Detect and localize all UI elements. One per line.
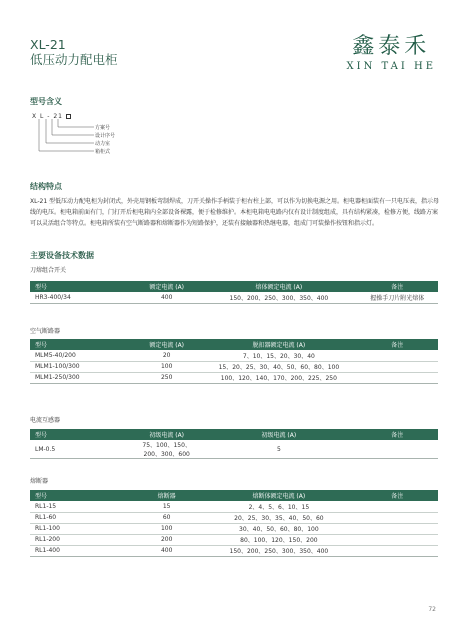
table-header-row xyxy=(30,429,438,440)
table-row xyxy=(30,372,438,383)
table-cell xyxy=(356,512,438,523)
table-caption-air-breaker: 空气断路器 xyxy=(30,328,61,335)
table-cell: 100 xyxy=(132,523,201,534)
table-cell: 150、200、250、300、350、400 xyxy=(201,545,356,556)
table-cell: MLM1-100/300 xyxy=(30,361,132,372)
table-cell: 20 xyxy=(132,350,201,361)
table-cell: 握操手刀片附光熔体 xyxy=(356,292,438,303)
table-cell: 5 xyxy=(201,440,356,459)
knife-switch-table xyxy=(30,281,438,304)
table-cell: 15、20、25、30、40、50、60、80、100 xyxy=(201,361,356,372)
table-cell: MLM5-40/200 xyxy=(30,350,132,361)
table-cell: 100 xyxy=(132,361,201,372)
table-cell xyxy=(356,440,438,459)
table-cell: RL1-200 xyxy=(30,534,132,545)
table-cell: 7、10、15、20、30、40 xyxy=(201,350,356,361)
table-cell: RL1-100 xyxy=(30,523,132,534)
table-caption-current-transformer: 电流互感器 xyxy=(30,417,61,424)
page-title xyxy=(30,37,118,67)
table-caption-fuse: 熔断器 xyxy=(30,478,49,485)
table-cell: 15 xyxy=(132,501,201,512)
table-cell: 100、120、140、170、200、225、250 xyxy=(201,372,356,383)
page-number: 72 xyxy=(428,606,436,613)
table-cell: 60 xyxy=(132,512,201,523)
table-cell xyxy=(356,523,438,534)
table-row xyxy=(30,545,438,556)
column-header: 备注 xyxy=(356,281,438,292)
table-cell: 400 xyxy=(132,292,201,303)
table-cell: 75、100、150、200、300、600 xyxy=(132,440,201,459)
model-legend-item: 方案号 xyxy=(95,125,111,131)
table-cell xyxy=(356,545,438,556)
table-cell: 2、4、5、6、10、15 xyxy=(201,501,356,512)
column-header: 型号 xyxy=(30,490,132,501)
brand-name-en: XIN TAI HE xyxy=(346,61,436,72)
table-row xyxy=(30,501,438,512)
title-model: XL-21 xyxy=(30,37,66,52)
table-header-row xyxy=(30,339,438,350)
column-header: 熔断器 xyxy=(132,490,201,501)
table-row xyxy=(30,361,438,372)
column-header: 熔断体额定电流 (A) xyxy=(201,490,356,501)
model-meaning-title: 型号含义 xyxy=(30,97,62,106)
column-header: 额定电流 (A) xyxy=(132,339,201,350)
model-legend-item: 设计序号 xyxy=(95,133,116,139)
column-header: 型号 xyxy=(30,339,132,350)
column-header: 型号 xyxy=(30,281,132,292)
fuse-table xyxy=(30,490,438,557)
column-header: 熔体额定电流 (A) xyxy=(201,281,356,292)
column-header: 额定电流 (A) xyxy=(132,281,201,292)
table-row xyxy=(30,523,438,534)
table-cell: LM-0.5 xyxy=(30,440,132,459)
table-cell xyxy=(356,501,438,512)
column-header: 备注 xyxy=(356,429,438,440)
air-breaker-table xyxy=(30,339,438,384)
table-header-row xyxy=(30,490,438,501)
current-transformer-table xyxy=(30,429,438,459)
table-cell: 80、100、120、150、200 xyxy=(201,534,356,545)
column-header: 脱扣器额定电流 (A) xyxy=(201,339,356,350)
table-row xyxy=(30,440,438,459)
table-cell: 150、200、250、300、350、400 xyxy=(201,292,356,303)
title-name: 低压动力配电柜 xyxy=(30,52,118,67)
column-header: 备注 xyxy=(356,490,438,501)
equipment-title: 主要设备技术数据 xyxy=(30,251,94,260)
brand-name-cn: 鑫泰禾 xyxy=(352,34,431,59)
table-caption-knife-switch: 刀熔组合开关 xyxy=(30,267,67,274)
table-cell: RL1-60 xyxy=(30,512,132,523)
model-legend-item: 箱柜式 xyxy=(95,149,111,155)
column-header: 初级电流 (A) xyxy=(201,429,356,440)
table-row xyxy=(30,350,438,361)
table-cell: RL1-400 xyxy=(30,545,132,556)
table-cell xyxy=(356,534,438,545)
table-cell: HR3-400/34 xyxy=(30,292,132,303)
table-cell: 200 xyxy=(132,534,201,545)
table-cell: 400 xyxy=(132,545,201,556)
table-row xyxy=(30,292,438,303)
table-cell xyxy=(356,350,438,361)
model-legend-item: 动力室 xyxy=(95,141,111,147)
brand-logo xyxy=(347,34,437,72)
column-header: 备注 xyxy=(356,339,438,350)
table-cell: MLM1-250/300 xyxy=(30,372,132,383)
column-header: 型号 xyxy=(30,429,132,440)
table-cell: RL1-15 xyxy=(30,501,132,512)
table-row xyxy=(30,534,438,545)
table-cell: 30、40、50、60、80、100 xyxy=(201,523,356,534)
model-code-letters: X L - 21 xyxy=(32,113,63,120)
table-cell xyxy=(356,372,438,383)
table-header-row xyxy=(30,281,438,292)
table-row xyxy=(30,512,438,523)
table-cell xyxy=(356,361,438,372)
table-cell: 250 xyxy=(132,372,201,383)
structure-title: 结构特点 xyxy=(30,182,62,191)
model-legend-lines xyxy=(36,119,96,157)
table-cell: 20、25、30、35、40、50、60 xyxy=(201,512,356,523)
column-header: 初级电流 (A) xyxy=(132,429,201,440)
structure-text: XL-21 型低压动力配电柜为封闭式，外壳用钢板弯制焊成，刀开关操作手柄装于柜右柱上部，可以作为切换电源之用。柜电器柜面装有一只电压表，指示母线的电压。柜电箱前面有门，门打开后柜电箱内全部设备裸露，便于检修维护。本柜电箱电电路内仅有设计制度组成，具有结构紧凑，检修方便，线路方案可以灵活组合等特点。柜电箱所装有空气断路器和熔断器作为短路保护，还装有接触器和热继电器，组成门可装操作按钮和指示灯。 xyxy=(30,198,440,227)
